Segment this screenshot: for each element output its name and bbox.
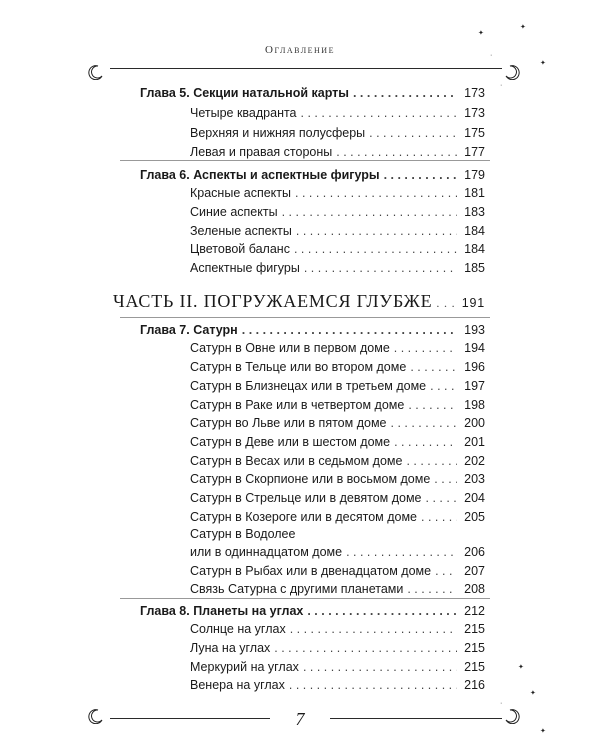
running-header: Оглавление (265, 44, 335, 56)
star-icon: ✦ (540, 728, 546, 735)
entry-title: Глава 5. Секции натальной карты (140, 86, 349, 100)
toc-entry[interactable]: Сатурн в Овне или в первом доме . . . 194 (190, 341, 485, 357)
toc-entry[interactable]: Венера на углах . . . 216 (190, 678, 485, 694)
toc-entry[interactable]: Солнце на углах . . . 215 (190, 622, 485, 638)
section-divider (120, 598, 490, 599)
toc-entry[interactable]: Сатурн в Весах или в седьмом доме . . . 202 (190, 454, 485, 470)
toc-entry[interactable]: Левая и правая стороны . . . 177 (190, 145, 485, 161)
section-divider (120, 160, 490, 161)
toc-entry[interactable]: Аспектные фигуры . . . 185 (190, 261, 485, 277)
toc-entry[interactable]: Меркурий на углах . . . 215 (190, 660, 485, 676)
toc-chapter-entry[interactable]: Глава 8. Планеты на углах . . . 212 (140, 604, 485, 620)
star-icon: ✦ (478, 30, 484, 37)
part-title: ЧАСТЬ II. ПОГРУЖАЕМСЯ ГЛУБЖЕ (113, 291, 433, 311)
toc-entry[interactable]: Сатурн в Стрельце или в девятом доме . . . 204 (190, 491, 485, 507)
toc-chapter-entry[interactable] (140, 86, 485, 102)
star-icon: ✦ (540, 60, 546, 67)
toc-entry[interactable]: Связь Сатурна с другими планетами . . . 208 (190, 582, 485, 598)
star-icon: · (500, 82, 503, 89)
toc-entry[interactable]: Сатурн в Скорпионе или в восьмом доме . . . 203 (190, 472, 485, 488)
toc-entry[interactable]: Сатурн в Рыбах или в двенадцатом доме . . . 207 (190, 564, 485, 580)
section-divider (120, 317, 490, 318)
toc-part-entry[interactable] (113, 291, 485, 312)
toc-chapter-entry[interactable]: Глава 7. Сатурн . . . 193 (140, 323, 485, 339)
star-icon: ✦ (530, 690, 536, 697)
star-icon: ✦ (518, 664, 524, 671)
toc-entry[interactable]: Сатурн в Козероге или в десятом доме . . . 205 (190, 510, 485, 526)
entry-page: 173 (464, 86, 485, 100)
toc-entry-line1[interactable]: Сатурн в Водолее (190, 527, 296, 541)
toc-entry[interactable]: Верхняя и нижняя полусферы . . . 175 (190, 126, 485, 142)
star-icon: · (500, 700, 503, 707)
toc-entry[interactable]: Луна на углах . . . 215 (190, 641, 485, 657)
part-page: 191 (461, 296, 485, 310)
toc-entry[interactable]: Красные аспекты . . . 181 (190, 186, 485, 202)
crescent-moon-icon (504, 64, 520, 80)
toc-entry[interactable]: Синие аспекты . . . 183 (190, 205, 485, 221)
toc-chapter-entry[interactable]: Глава 6. Аспекты и аспектные фигуры . . . 179 (140, 168, 485, 184)
toc-entry[interactable]: Сатурн в Раке или в четвертом доме . . . 198 (190, 398, 485, 414)
toc-entry[interactable]: или в одиннадцатом доме . . . 206 (190, 545, 485, 561)
top-frame-line (110, 68, 502, 69)
toc-entry[interactable]: Сатурн во Льве или в пятом доме . . . 200 (190, 416, 485, 432)
star-icon: ✦ (520, 24, 526, 31)
toc-entry[interactable]: Сатурн в Деве или в шестом доме . . . 201 (190, 435, 485, 451)
toc-entry[interactable]: Зеленые аспекты . . . 184 (190, 224, 485, 240)
toc-entry[interactable]: Четыре квадранта . . . 173 (190, 106, 485, 122)
toc-entry[interactable]: Сатурн в Тельце или во втором доме . . . 196 (190, 360, 485, 376)
page-number: 7 (295, 709, 305, 729)
crescent-moon-icon (88, 64, 104, 80)
toc-entry[interactable]: Цветовой баланс . . . 184 (190, 242, 485, 258)
toc-entry[interactable]: Сатурн в Близнецах или в третьем доме . . . 197 (190, 379, 485, 395)
star-icon: · (490, 52, 493, 59)
